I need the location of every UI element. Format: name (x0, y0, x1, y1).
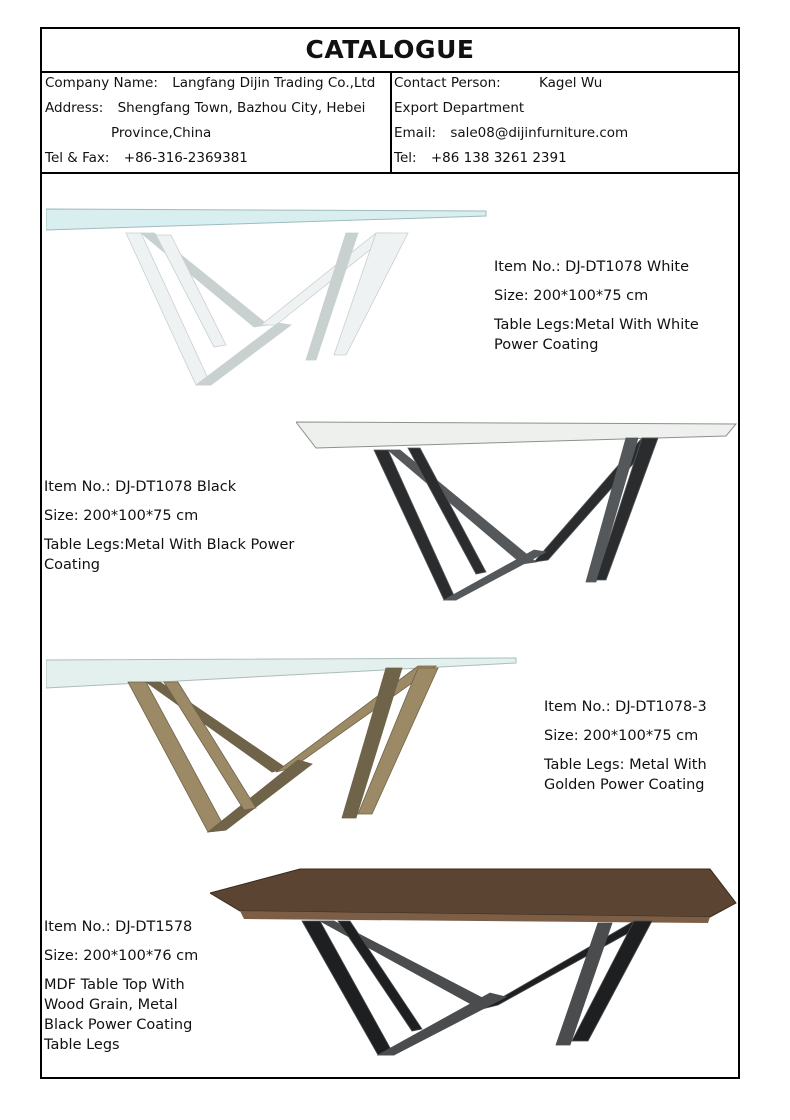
tel-number: +86 138 3261 2391 (430, 150, 567, 166)
contact-person: Kagel Wu (539, 75, 603, 91)
item-legs-line1: Table Legs: Metal With (544, 757, 707, 773)
item-legs-line1: Table Legs:Metal With Black Power (44, 537, 295, 553)
company-name-line (45, 75, 375, 91)
item-number: Item No.: DJ-DT1078 White (494, 259, 690, 275)
catalogue-title: CATALOGUE (42, 29, 738, 73)
table-legs-white (126, 233, 408, 385)
tel-line (394, 150, 567, 166)
email-address[interactable]: sale08@dijinfurniture.com (450, 125, 629, 141)
item-legs-line1: MDF Table Top With (44, 977, 185, 993)
table-legs-wood-black (302, 921, 652, 1055)
address-label: Address: (45, 100, 104, 116)
item-legs-line4: Table Legs (44, 1037, 120, 1053)
glass-table-top (46, 209, 486, 230)
item-details-dt1078-white (494, 257, 699, 355)
item-size: Size: 200*100*76 cm (44, 948, 199, 964)
glass-table-top (46, 658, 516, 688)
address-line1: Shengfang Town, Bazhou City, Hebei (117, 100, 366, 116)
telfax-number: +86-316-2369381 (123, 150, 248, 166)
address-line2: Province,China (111, 125, 212, 141)
item-number: Item No.: DJ-DT1578 (44, 919, 193, 935)
address-line (45, 100, 365, 116)
item-legs-line3: Black Power Coating (44, 1017, 193, 1033)
item-size: Size: 200*100*75 cm (44, 508, 199, 524)
item-legs-line2: Wood Grain, Metal (44, 997, 178, 1013)
tel-label: Tel: (394, 150, 417, 166)
contact-person-line (394, 75, 602, 91)
info-divider (390, 71, 392, 172)
item-details-dt1078-black (44, 477, 294, 575)
contact-person-label: Contact Person: (394, 75, 501, 91)
telfax-label: Tel & Fax: (45, 150, 110, 166)
item-details-dt1078-3 (544, 697, 707, 795)
table-leg-strut (302, 921, 394, 1055)
company-info-block (42, 71, 738, 174)
company-name-label: Company Name: (45, 75, 158, 91)
product-image-dt1078-black (296, 412, 738, 607)
item-size: Size: 200*100*75 cm (544, 728, 699, 744)
telfax-line (45, 150, 248, 166)
white-table-top (296, 422, 736, 448)
item-legs-line2: Power Coating (494, 337, 599, 353)
item-number: Item No.: DJ-DT1078-3 (544, 699, 707, 715)
item-details-dt1578 (44, 917, 198, 1055)
table-legs-black (374, 438, 658, 600)
product-image-dt1078-3 (46, 638, 520, 838)
table-leg-strut (444, 550, 546, 600)
item-legs-line2: Coating (44, 557, 100, 573)
wood-table-top (210, 869, 736, 917)
item-number: Item No.: DJ-DT1078 Black (44, 479, 237, 495)
item-legs-line2: Golden Power Coating (544, 777, 705, 793)
company-name: Langfang Dijin Trading Co.,Ltd (172, 75, 376, 91)
department-line: Export Department (394, 100, 525, 116)
product-image-dt1078-white (46, 195, 491, 390)
product-image-dt1578 (210, 865, 738, 1065)
email-label: Email: (394, 125, 437, 141)
email-line (394, 125, 628, 141)
item-legs-line1: Table Legs:Metal With White (494, 317, 699, 333)
table-legs-golden (128, 666, 438, 832)
item-size: Size: 200*100*75 cm (494, 288, 649, 304)
